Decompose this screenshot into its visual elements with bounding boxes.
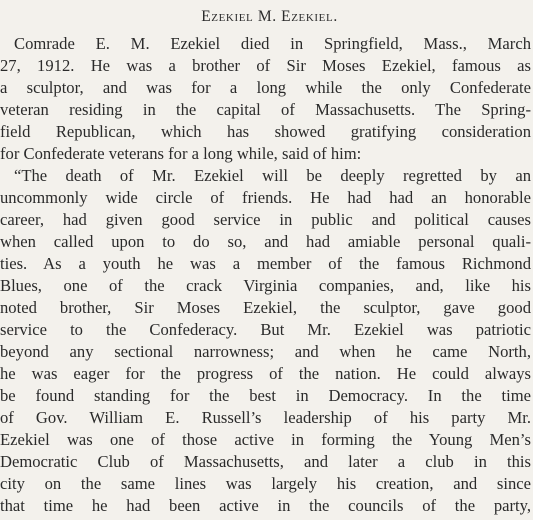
- quote-line-3: career, had given good service in public and political causes: [0, 210, 531, 229]
- article-title: Ezekiel M. Ezekiel.: [201, 8, 338, 25]
- quote-line-12: of Gov. William E. Russell’s leadership of his party Mr.: [0, 408, 531, 427]
- quote-line-15: city on the same lines was largely his creation, and since: [0, 474, 531, 493]
- quote-line-16: that time he had been active in the councils of the party,: [0, 496, 531, 515]
- quote-line-4: when called upon to do so, and had amiable personal quali-: [0, 232, 531, 251]
- quote-line-11: be found standing for the best in Democracy. In the time: [0, 386, 531, 405]
- quote-line-8: service to the Confederacy. But Mr. Ezekiel was patriotic: [0, 320, 531, 339]
- quote-line-5: ties. As a youth he was a member of the famous Richmond: [0, 254, 531, 273]
- paragraph-line-4: veteran residing in the capital of Massachusetts. The Spring-: [0, 100, 531, 119]
- paragraph-line-1: Comrade E. M. Ezekiel died in Springfield, Mass., March: [14, 34, 531, 53]
- quote-line-13: Ezekiel was one of those active in forming the Young Men’s: [0, 430, 531, 449]
- quote-line-1: “The death of Mr. Ezekiel will be deeply regretted by an: [14, 166, 531, 185]
- quote-line-7: noted brother, Sir Moses Ezekiel, the sculptor, gave good: [0, 298, 531, 317]
- paragraph-line-6: for Confederate veterans for a long while, said of him:: [0, 144, 362, 163]
- paragraph-line-2: 27, 1912. He was a brother of Sir Moses Ezekiel, famous as: [0, 56, 531, 75]
- quote-line-10: he was eager for the progress of the nation. He could always: [0, 364, 531, 383]
- paragraph-line-5: field Republican, which has showed gratifying consideration: [0, 122, 531, 141]
- quote-line-2: uncommonly wide circle of friends. He had had an honorable: [0, 188, 531, 207]
- quote-line-6: Blues, one of the crack Virginia companies, and, like his: [0, 276, 531, 295]
- paragraph-line-3: a sculptor, and was for a long while the only Confederate: [0, 78, 531, 97]
- quote-line-9: beyond any sectional narrowness; and when he came North,: [0, 342, 531, 361]
- quote-line-14: Democratic Club of Massachusetts, and later a club in this: [0, 452, 531, 471]
